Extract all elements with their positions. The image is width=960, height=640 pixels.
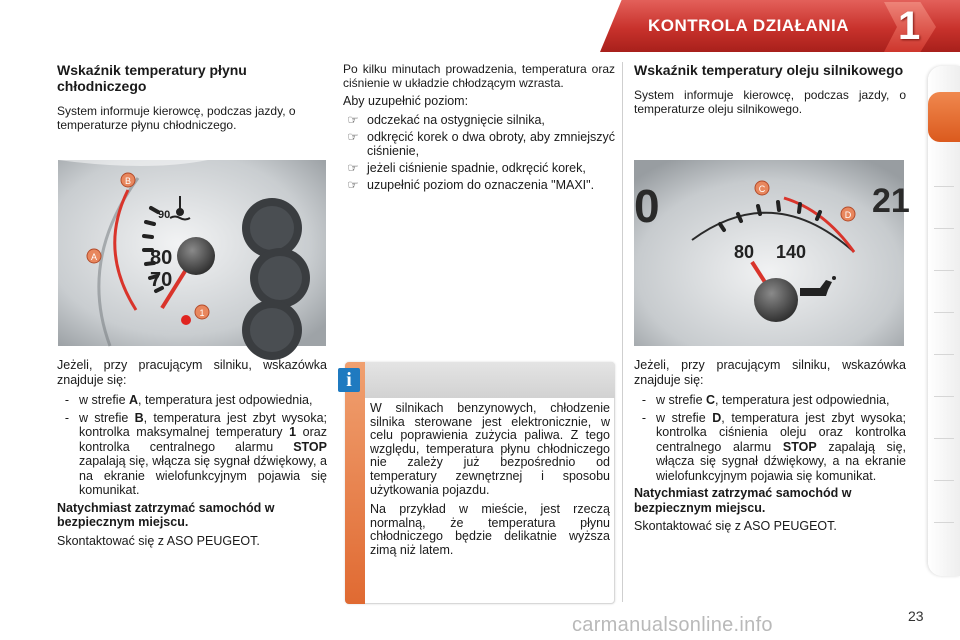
item-text: w strefie [79,410,135,425]
tab-separator [934,396,954,397]
oil-tick-80: 80 [734,242,755,262]
coolant-warning-text: Natychmiast zatrzymać samochód w bezpiecznym miejscu. [57,500,275,529]
tab-separator [934,228,954,229]
coolant-needle-hub [177,237,215,275]
coolant-tick-80: 80 [150,247,173,269]
step-text: odczekać na ostygnięcie silnika, [367,112,545,127]
coolant-intro: System informuje kierowcę, podczas jazdy, o temperaturze płynu chłodniczego. [57,104,296,132]
oil-left-digit: 0 [634,180,660,232]
info-box-header [345,362,615,398]
coolant-zone-b-item [57,411,327,498]
coolant-warning-light [181,315,191,325]
item-text: , temperatura jest zbyt wysoka; kontrolka ciśnienia oleju oraz kontrolka centralnego alarmu [656,410,906,454]
coolant-gauge-svg [58,160,326,346]
item-text: , temperatura jest odpowiednia, [138,393,313,407]
oil-tick-140: 140 [776,242,807,262]
coolant-tick-90: 90 [158,209,171,221]
chapter-tab-active[interactable] [928,92,960,142]
topup-step [343,113,615,127]
topup-step [343,161,615,175]
coolant-zone-b-label: B [124,176,132,186]
coolant-gauge-image [58,160,326,346]
oil-zone-c-item [634,393,906,408]
oil-intro: System informuje kierowcę, podczas jazdy, o temperaturze oleju silnikowego. [634,88,906,116]
hand-pointer-icon: ☞ [347,177,359,192]
coolant-zone-1-label: 1 [199,308,205,318]
item-text: zapalają się, włącza się sygnał dźwiękowy, a na ekranie wielofunkcyjnym pojawia się komunikat. [79,454,327,497]
instrument-warning-lamps [242,198,310,360]
oil-needle-hub [754,278,798,322]
zone-letter: C [706,393,716,407]
coolant-heading: Wskaźnik temperatury płynu chłodniczego [57,62,247,94]
page-number: 23 [908,608,924,624]
step-text: uzupełnić poziom do oznaczenia "MAXI". [367,177,595,192]
info-paragraph-2: Na przykład w mieście, jest rzeczą normalną, że temperatura płynu chłodniczego będzie delikatnie wyższa zimą niż latem. [370,502,610,557]
info-text [370,402,610,562]
watermark: carmanualsonline.info [572,614,773,636]
chapter-number: 1 [898,4,921,48]
right-column [634,62,906,120]
page-header [0,0,960,58]
item-text: w strefie [656,410,713,425]
indicator-number: 1 [289,425,297,439]
coolant-zone-a-label: A [90,252,98,262]
hand-pointer-icon: ☞ [347,112,359,127]
coolant-explanation [57,358,327,552]
info-icon: i [338,368,360,392]
step-text: odkręcić korek o dwa obroty, aby zmniejszyć ciśnienie, [367,129,615,158]
oil-zone-c-label: C [758,184,766,194]
oil-zone-d-label: D [844,210,852,220]
stop-label: STOP [293,439,327,454]
hand-pointer-icon: ☞ [347,160,359,175]
section-title: KONTROLA DZIAŁANIA [648,16,850,35]
dash-marker: - [641,410,647,425]
tab-separator [934,312,954,313]
topup-steps [343,113,615,192]
oil-contact-text: Skontaktować się z ASO PEUGEOT. [634,519,837,533]
item-text: w strefie [79,393,130,407]
item-text: zapalają się, włącza się sygnał dźwiękowy, a na ekranie wielofunkcyjnym pojawia się komunikat. [656,439,907,483]
stop-label: STOP [782,439,817,454]
tab-separator [934,438,954,439]
middle-column [343,62,615,195]
tab-separator [934,480,954,481]
oil-gauge-image [634,160,910,346]
topup-intro: Aby uzupełnić poziom: [343,94,469,108]
chapter-tab-rail[interactable] [928,66,960,576]
pressure-text: Po kilku minutach prowadzenia, temperatura oraz ciśnienie w układzie chłodzącym wzrasta. [343,62,615,90]
oil-gauge-svg [634,160,910,346]
item-text: , temperatura jest zbyt wysoka; kontrolka maksymalnej temperatury [79,410,328,439]
oil-right-digits: 21 [872,182,910,220]
item-text: w strefie [656,393,707,407]
info-box-accent [345,362,365,604]
step-text: jeżeli ciśnienie spadnie, odkręcić korek, [367,160,586,175]
oil-zone-d-item [634,411,906,484]
item-text: , temperatura jest odpowiednia, [715,393,890,407]
item-text: oraz kontrolka centralnego alarmu [79,425,327,454]
zone-letter: A [129,393,139,407]
topup-step [343,130,615,158]
dash-marker: - [641,393,647,407]
oil-explanation [634,358,906,538]
oil-condition-text: Jeżeli, przy pracującym silniku, wskazówka znajduje się: [634,358,906,387]
tab-separator [934,354,954,355]
column-divider [622,62,623,602]
tab-separator [934,270,954,271]
dash-marker: - [64,393,70,407]
tab-separator [934,186,954,187]
coolant-zone-a-item [57,393,327,408]
left-column [57,62,327,136]
zone-letter: B [134,410,144,425]
hand-pointer-icon: ☞ [347,129,359,144]
topup-step [343,178,615,192]
tab-separator [934,522,954,523]
zone-letter: D [712,410,722,425]
info-paragraph-1: W silnikach benzynowych, chłodzenie silnika sterowane jest elektronicznie, w celu poprawienia zużycia paliwa. Z tego względu, temperatura płynu chłodniczego nie zależy już bezpośrednio od temperatury zewnętrznej i sposobu użytkowania pojazdu. [370,401,610,497]
coolant-condition-text: Jeżeli, przy pracującym silniku, wskazówka znajduje się: [57,358,327,387]
oil-heading: Wskaźnik temperatury oleju silnikowego [634,62,904,78]
coolant-zone-list [57,393,327,498]
dash-marker: - [64,410,70,425]
coolant-contact-text: Skontaktować się z ASO PEUGEOT. [57,533,260,548]
oil-zone-list [634,393,906,483]
coolant-tick-70: 70 [150,269,173,291]
oil-warning-text: Natychmiast zatrzymać samochód w bezpiecznym miejscu. [634,486,852,515]
